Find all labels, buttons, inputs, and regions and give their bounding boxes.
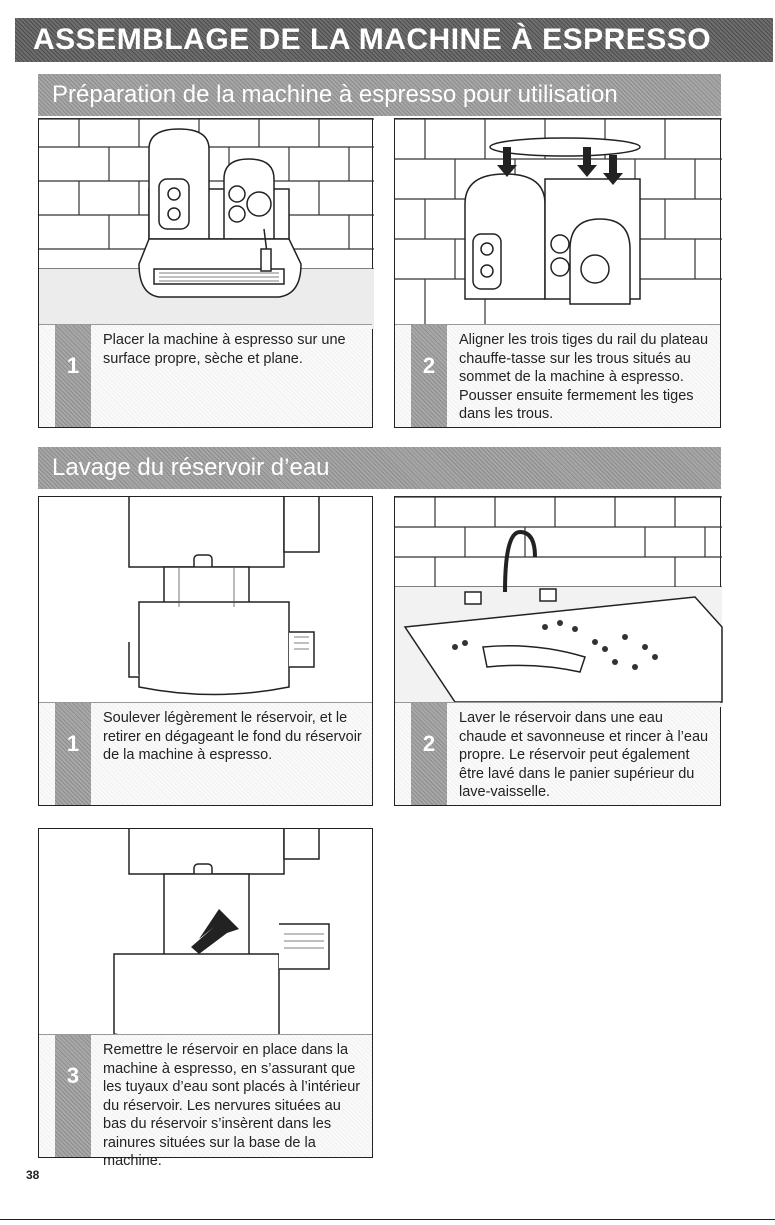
replace-reservoir-illustration xyxy=(39,829,374,1039)
section-title-washing: Lavage du réservoir d’eau xyxy=(38,447,721,489)
step-caption xyxy=(39,702,372,805)
step-text: Aligner les trois tiges du rail du plateau chauffe-tasse sur les trous situés au sommet de la machine à espresso. Pousser ensuite fermement les tiges dans les trous. xyxy=(459,332,709,422)
step-caption xyxy=(395,702,720,805)
step-panel-wash-3 xyxy=(38,828,373,1169)
page-title: ASSEMBLAGE DE LA MACHINE À ESPRESSO xyxy=(15,18,773,62)
step-caption xyxy=(39,324,372,427)
step-panel-wash-2 xyxy=(394,496,721,806)
espresso-machine-illustration xyxy=(39,119,374,329)
step-panel-prep-2 xyxy=(394,118,721,428)
step-caption xyxy=(39,1034,372,1169)
sink-washing-illustration xyxy=(395,497,722,707)
step-number-tab: 2 xyxy=(411,703,447,805)
step-text: Remettre le réservoir en place dans la machine à espresso, en s’assurant que les tuyaux d’eau sont placés à l’intérieur du réservoir. Les nervures situées au bas du réservoir s’insèrent dans les rainures situées sur la base de la machine. xyxy=(103,1042,361,1169)
step-caption xyxy=(395,324,720,427)
section-title-preparation: Préparation de la machine à espresso pour utilisation xyxy=(38,74,721,116)
step-number-tab: 2 xyxy=(411,325,447,427)
page-number: 38 xyxy=(26,1168,40,1182)
step-number-tab: 1 xyxy=(55,703,91,805)
step-panel-wash-1 xyxy=(38,496,373,806)
cup-warmer-rail-illustration xyxy=(395,119,722,329)
step-text: Laver le réservoir dans une eau chaude et savonneuse et rincer à l’eau propre. Le réservoir peut également être lavé dans le panier supérieur du lave-vaisselle. xyxy=(459,710,709,800)
step-number-tab: 3 xyxy=(55,1035,91,1157)
step-text: Placer la machine à espresso sur une surface propre, sèche et plane. xyxy=(103,332,346,367)
bottom-rule xyxy=(0,1219,775,1220)
remove-reservoir-illustration xyxy=(39,497,374,707)
step-panel-prep-1 xyxy=(38,118,373,428)
step-text: Soulever légèrement le réservoir, et le retirer en dégageant le fond du réservoir de la machine à espresso. xyxy=(103,710,362,763)
step-number-tab: 1 xyxy=(55,325,91,427)
